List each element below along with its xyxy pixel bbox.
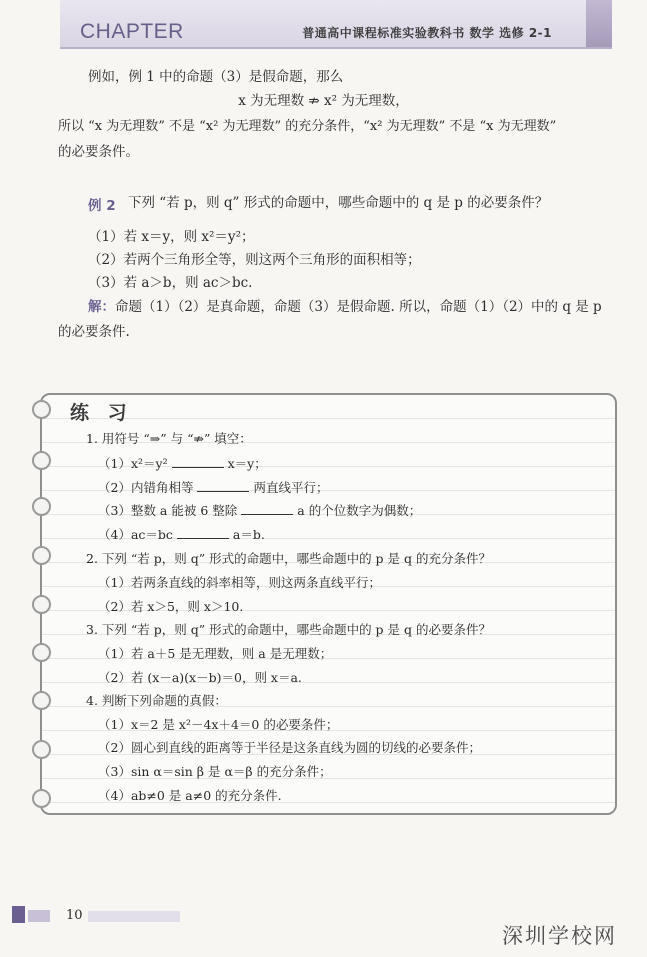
example-2-solution: [88, 298, 602, 316]
binder-ring: [32, 497, 51, 516]
solution-line-2: 的必要条件.: [58, 324, 130, 340]
q1-item-1-post: x＝y；: [227, 456, 267, 471]
q1-item-2-pre: （2）内错角相等: [98, 480, 194, 495]
solution-label: 解：: [88, 299, 115, 315]
practice-q1-item-4: [98, 527, 265, 543]
intro-line-1: 例如，例 1 中的命题（3）是假命题，那么: [88, 69, 344, 85]
intro-formula: x 为无理数 ⇏ x² 为无理数，: [238, 93, 409, 109]
practice-q1-item-3: [98, 503, 421, 519]
page-header: [60, 0, 612, 49]
q1-item-4-post: a＝b.: [232, 527, 265, 542]
q1-item-4-pre: （4）ac＝bc: [98, 527, 173, 542]
practice-q4-item-1: （1）x＝2 是 x²－4x＋4＝0 的必要条件；: [98, 717, 339, 732]
binder-ring: [32, 789, 51, 808]
q1-item-3-post: a 的个位数字为偶数；: [297, 503, 422, 518]
example-2-item-3: （3）若 a＞b，则 ac＞bc.: [88, 275, 253, 291]
watermark: 深圳学校网: [502, 924, 617, 948]
practice-q3-item-2: （2）若 (x－a)(x－b)＝0，则 x＝a.: [98, 670, 302, 685]
footer-decoration: [28, 910, 50, 922]
practice-q4-item-4: （4）ab≠0 是 a≠0 的充分条件.: [98, 788, 282, 803]
answer-blank[interactable]: [177, 528, 229, 539]
binder-ring: [32, 691, 51, 710]
practice-q4-item-2: （2）圆心到直线的距离等于半径是这条直线为圆的切线的必要条件；: [98, 740, 481, 755]
binder-ring: [32, 546, 51, 565]
intro-line-3: 的必要条件。: [58, 144, 139, 160]
q1-item-3-pre: （3）整数 a 能被 6 整除: [98, 503, 238, 518]
binder-ring: [32, 740, 51, 759]
binder-ring: [32, 400, 51, 419]
series-title: 普通高中课程标准实验教科书 数学 选修 2-1: [302, 26, 552, 40]
example-2-item-2: （2）若两个三角形全等，则这两个三角形的面积相等；: [88, 252, 421, 268]
practice-q1-item-2: [98, 480, 328, 496]
intro-line-2: 所以 “x 为无理数” 不是 “x² 为无理数” 的充分条件，“x² 为无理数” 不是 “x 为无理数”: [58, 119, 557, 134]
practice-q2-item-1: （1）若两条直线的斜率相等，则这两条直线平行；: [98, 575, 381, 590]
practice-q4: 4. 判断下列命题的真假：: [86, 693, 227, 708]
practice-q3: 3. 下列 “若 p，则 q” 形式的命题中，哪些命题中的 p 是 q 的必要条件？: [86, 622, 491, 637]
practice-title: 练 习: [70, 402, 133, 424]
practice-q4-item-3: （3）sin α＝sin β 是 α＝β 的充分条件；: [98, 764, 332, 779]
example-2-question: 下列 “若 p，则 q” 形式的命题中，哪些命题中的 q 是 p 的必要条件？: [128, 195, 549, 211]
practice-q1-item-1: [98, 456, 267, 472]
binder-ring: [32, 643, 51, 662]
practice-q2: 2. 下列 “若 p，则 q” 形式的命题中，哪些命题中的 p 是 q 的充分条件？: [86, 551, 491, 566]
page-number: 10: [66, 908, 83, 923]
binder-ring: [32, 595, 51, 614]
practice-q1: 1. 用符号 “⇒” 与 “⇏” 填空：: [86, 431, 252, 446]
footer-decoration: [88, 911, 180, 922]
practice-q3-item-1: （1）若 a＋5 是无理数，则 a 是无理数；: [98, 646, 333, 661]
q1-item-2-post: 两直线平行；: [253, 480, 329, 495]
footer-decoration: [12, 906, 25, 923]
example-2-item-1: （1）若 x＝y，则 x²＝y²；: [88, 229, 255, 245]
answer-blank[interactable]: [197, 481, 249, 492]
answer-blank[interactable]: [241, 504, 293, 515]
example-2-label: 例 2: [88, 198, 116, 214]
answer-blank[interactable]: [172, 457, 224, 468]
q1-item-1-pre: （1）x²＝y²: [98, 456, 168, 471]
solution-line-1: 命题（1）（2）是真命题，命题（3）是假命题. 所以，命题（1）（2）中的 q 是 p: [115, 299, 602, 315]
header-stripe: [586, 0, 612, 47]
binder-ring: [32, 451, 51, 470]
practice-q2-item-2: （2）若 x＞5，则 x＞10.: [98, 599, 244, 614]
chapter-label: CHAPTER: [80, 20, 184, 43]
